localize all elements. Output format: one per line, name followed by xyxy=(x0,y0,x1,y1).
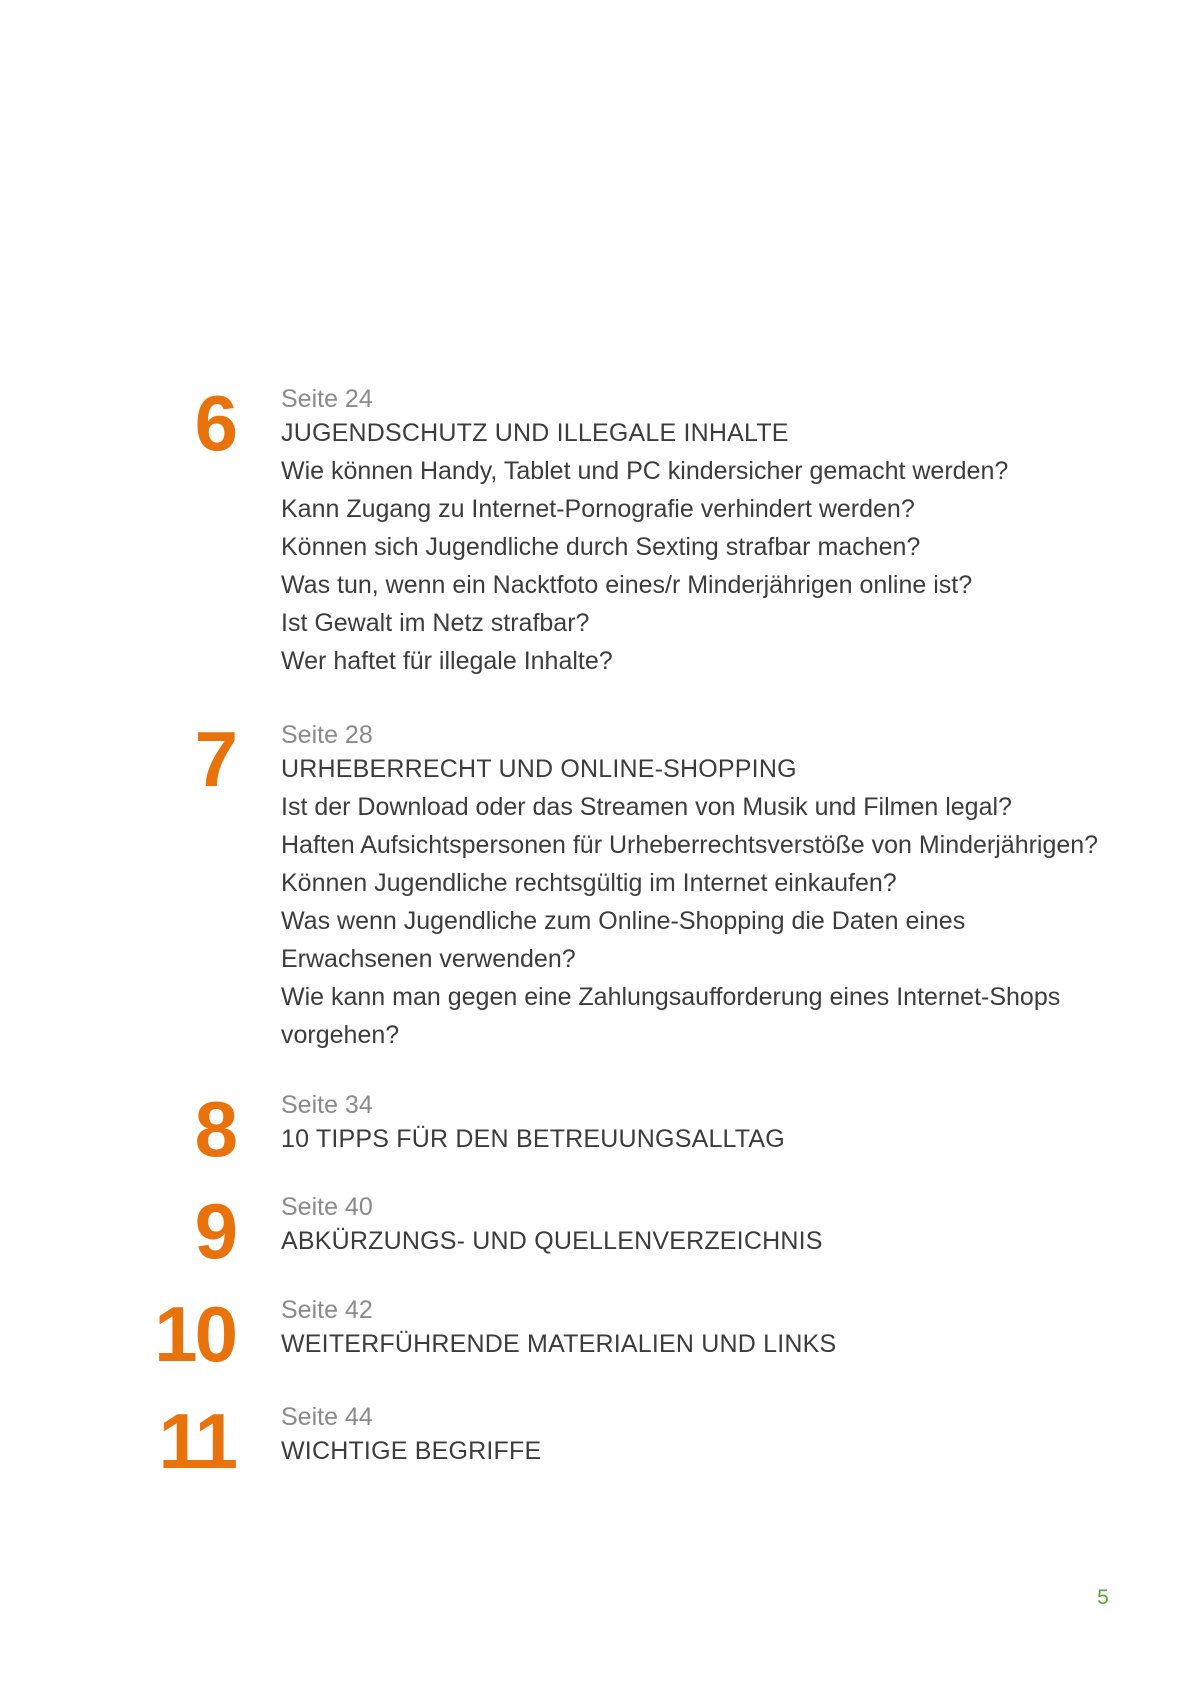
section-number: 8 xyxy=(194,1085,235,1173)
question-item: Ist der Download oder das Streamen von Musik und Filmen legal? xyxy=(281,793,1012,821)
question-item: Können sich Jugendliche durch Sexting strafbar machen? xyxy=(281,533,921,561)
question-item: Erwachsenen verwenden? xyxy=(281,945,576,973)
section-title: ABKÜRZUNGS- UND QUELLENVERZEICHNIS xyxy=(281,1227,823,1255)
question-item: Wer haftet für illegale Inhalte? xyxy=(281,647,613,675)
section-content xyxy=(281,1293,1151,1361)
section-number: 9 xyxy=(194,1187,235,1275)
section-title: WICHTIGE BEGRIFFE xyxy=(281,1437,542,1465)
page-reference: Seite 42 xyxy=(281,1296,373,1324)
page-reference: Seite 40 xyxy=(281,1193,373,1221)
question-item: Was wenn Jugendliche zum Online-Shopping die Daten eines xyxy=(281,907,966,935)
page-reference: Seite 24 xyxy=(281,385,373,413)
section-number: 7 xyxy=(194,715,235,803)
section-content xyxy=(281,1400,1151,1468)
question-item: Haften Aufsichtspersonen für Urheberrechtsverstöße von Minderjährigen? xyxy=(281,831,1099,859)
question-item: Kann Zugang zu Internet-Pornografie verhindert werden? xyxy=(281,495,915,523)
section-content xyxy=(281,382,1151,680)
question-item: Können Jugendliche rechtsgültig im Internet einkaufen? xyxy=(281,869,897,897)
question-item: Was tun, wenn ein Nacktfoto eines/r Minderjährigen online ist? xyxy=(281,571,973,599)
question-item: Wie können Handy, Tablet und PC kindersicher gemacht werden? xyxy=(281,457,1009,485)
page-reference: Seite 34 xyxy=(281,1091,373,1119)
question-item: Wie kann man gegen eine Zahlungsaufforderung eines Internet-Shops xyxy=(281,983,1061,1011)
question-list xyxy=(281,452,1151,680)
section-title: WEITERFÜHRENDE MATERIALIEN UND LINKS xyxy=(281,1330,837,1358)
section-number: 10 xyxy=(154,1290,235,1378)
section-content xyxy=(281,1190,1151,1258)
section-title: URHEBERRECHT UND ONLINE-SHOPPING xyxy=(281,755,797,783)
section-number: 11 xyxy=(158,1397,235,1485)
page-reference: Seite 28 xyxy=(281,721,373,749)
page-reference: Seite 44 xyxy=(281,1403,373,1431)
question-list xyxy=(281,788,1151,1054)
question-item: vorgehen? xyxy=(281,1021,400,1049)
section-title: JUGENDSCHUTZ UND ILLEGALE INHALTE xyxy=(281,419,789,447)
question-item: Ist Gewalt im Netz strafbar? xyxy=(281,609,590,637)
section-content xyxy=(281,1088,1151,1156)
section-number: 6 xyxy=(194,379,235,467)
section-content xyxy=(281,718,1151,1054)
page-number: 5 xyxy=(1097,1586,1109,1609)
section-title: 10 TIPPS FÜR DEN BETREUUNGSALLTAG xyxy=(281,1125,785,1153)
